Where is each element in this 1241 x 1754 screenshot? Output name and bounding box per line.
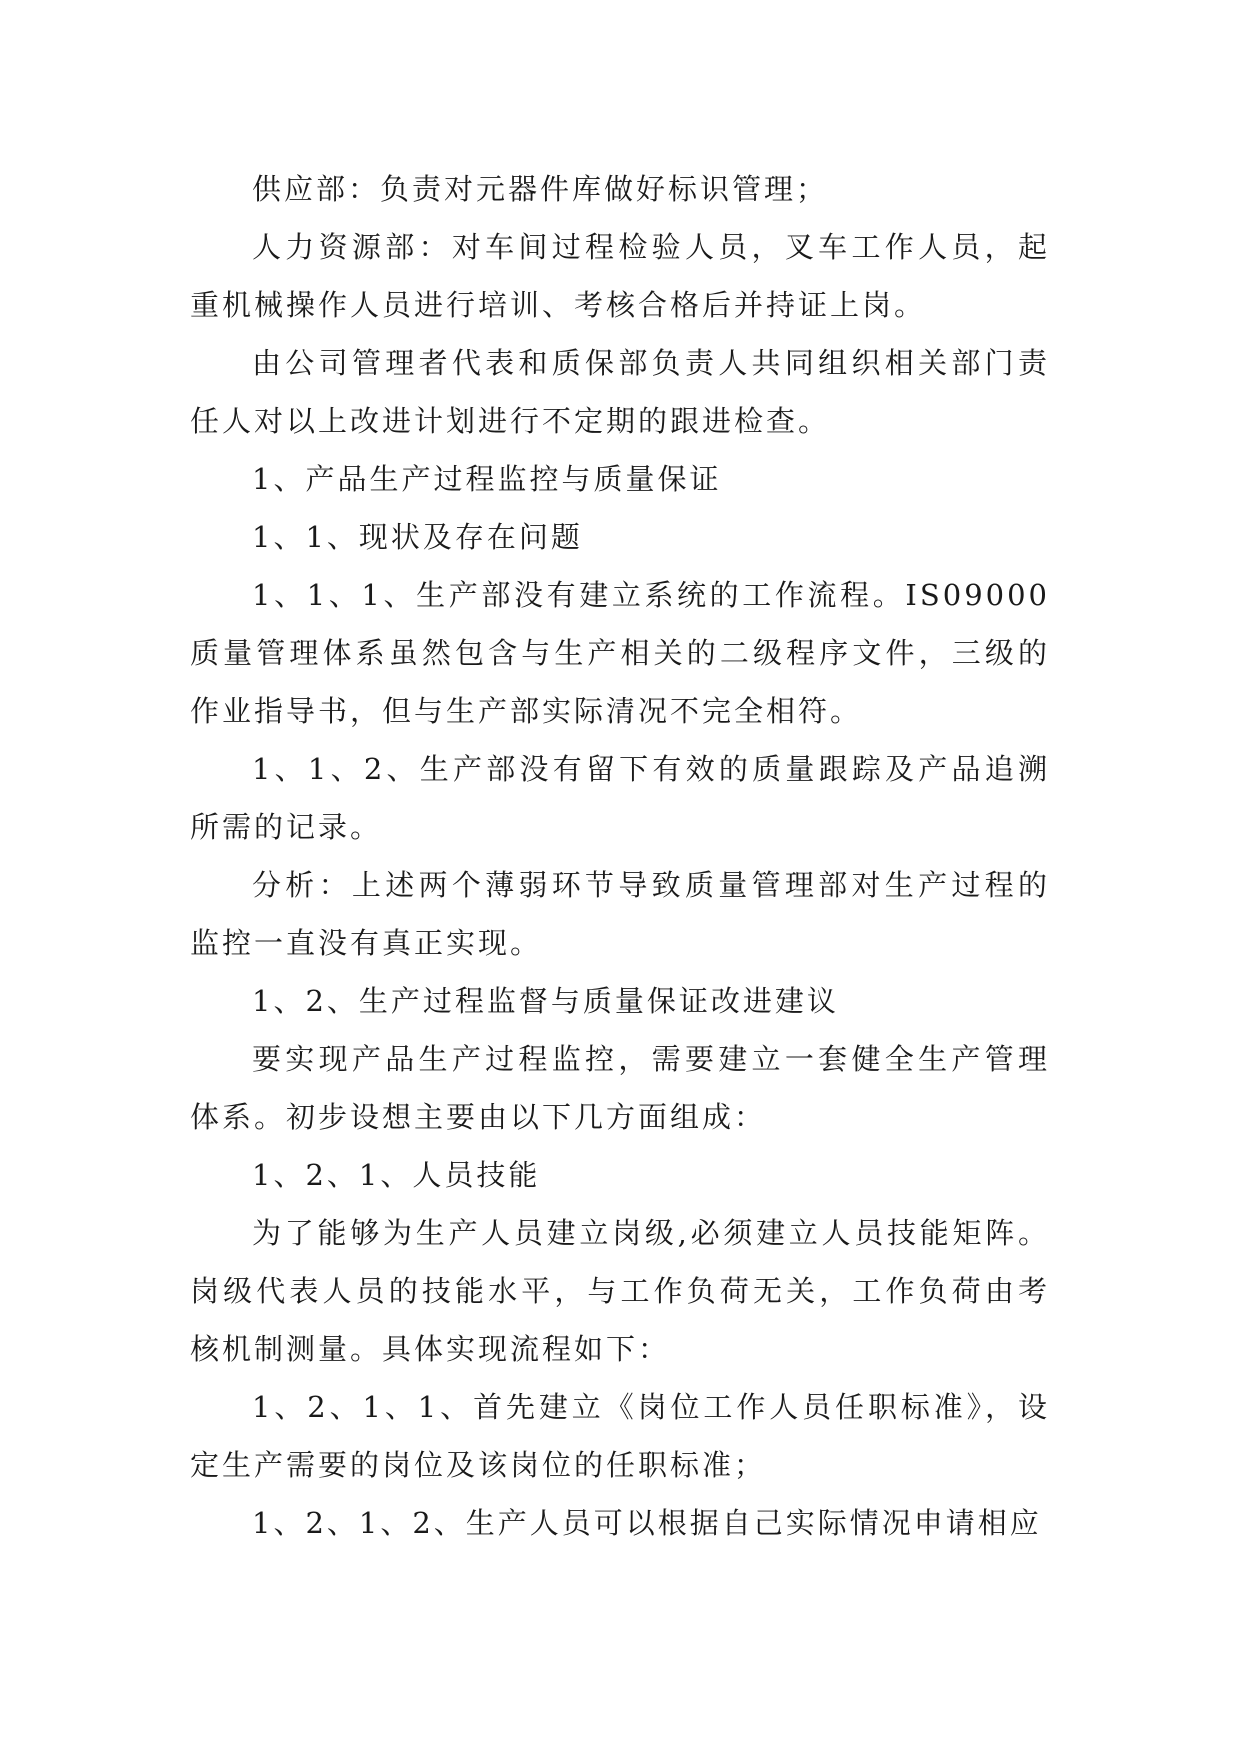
heading-1-2-1: 1、2、1、人员技能 <box>252 1158 541 1192</box>
paragraph-analysis: 分析：上述两个薄弱环节导致质量管理部对生产过程的监控一直没有真正实现。 <box>190 868 1050 960</box>
paragraph-1-2-1-2: 1、2、1、2、生产人员可以根据自己实际情况申请相应 <box>252 1506 1042 1540</box>
paragraph-system-intro: 要实现产品生产过程监控，需要建立一套健全生产管理体系。初步设想主要由以下几方面组成： <box>190 1042 1050 1134</box>
heading-1-1: 1、1、现状及存在问题 <box>252 520 583 554</box>
document-body <box>190 160 1050 1552</box>
paragraph-supply-dept: 供应部：负责对元器件库做好标识管理； <box>252 172 829 206</box>
paragraph-1-1-2: 1、1、2、生产部没有留下有效的质量跟踪及产品追溯所需的记录。 <box>190 752 1050 844</box>
paragraph-1-2-1-1: 1、2、1、1、首先建立《岗位工作人员任职标准》，设定生产需要的岗位及该岗位的任职标准； <box>190 1390 1050 1482</box>
heading-1: 1、产品生产过程监控与质量保证 <box>252 462 722 496</box>
paragraph-hr-dept: 人力资源部：对车间过程检验人员，叉车工作人员，起重机械操作人员进行培训、考核合格后并持证上岗。 <box>190 230 1050 322</box>
paragraph-followup-check: 由公司管理者代表和质保部负责人共同组织相关部门责任人对以上改进计划进行不定期的跟进检查。 <box>190 346 1050 438</box>
paragraph-1-1-1: 1、1、1、生产部没有建立系统的工作流程。IS09000质量管理体系虽然包含与生产相关的二级程序文件，三级的作业指导书，但与生产部实际清况不完全相符。 <box>190 578 1050 728</box>
paragraph-skill-matrix: 为了能够为生产人员建立岗级,必须建立人员技能矩阵。岗级代表人员的技能水平，与工作负荷无关，工作负荷由考核机制测量。具体实现流程如下： <box>190 1216 1050 1366</box>
heading-1-2: 1、2、生产过程监督与质量保证改进建议 <box>252 984 839 1018</box>
